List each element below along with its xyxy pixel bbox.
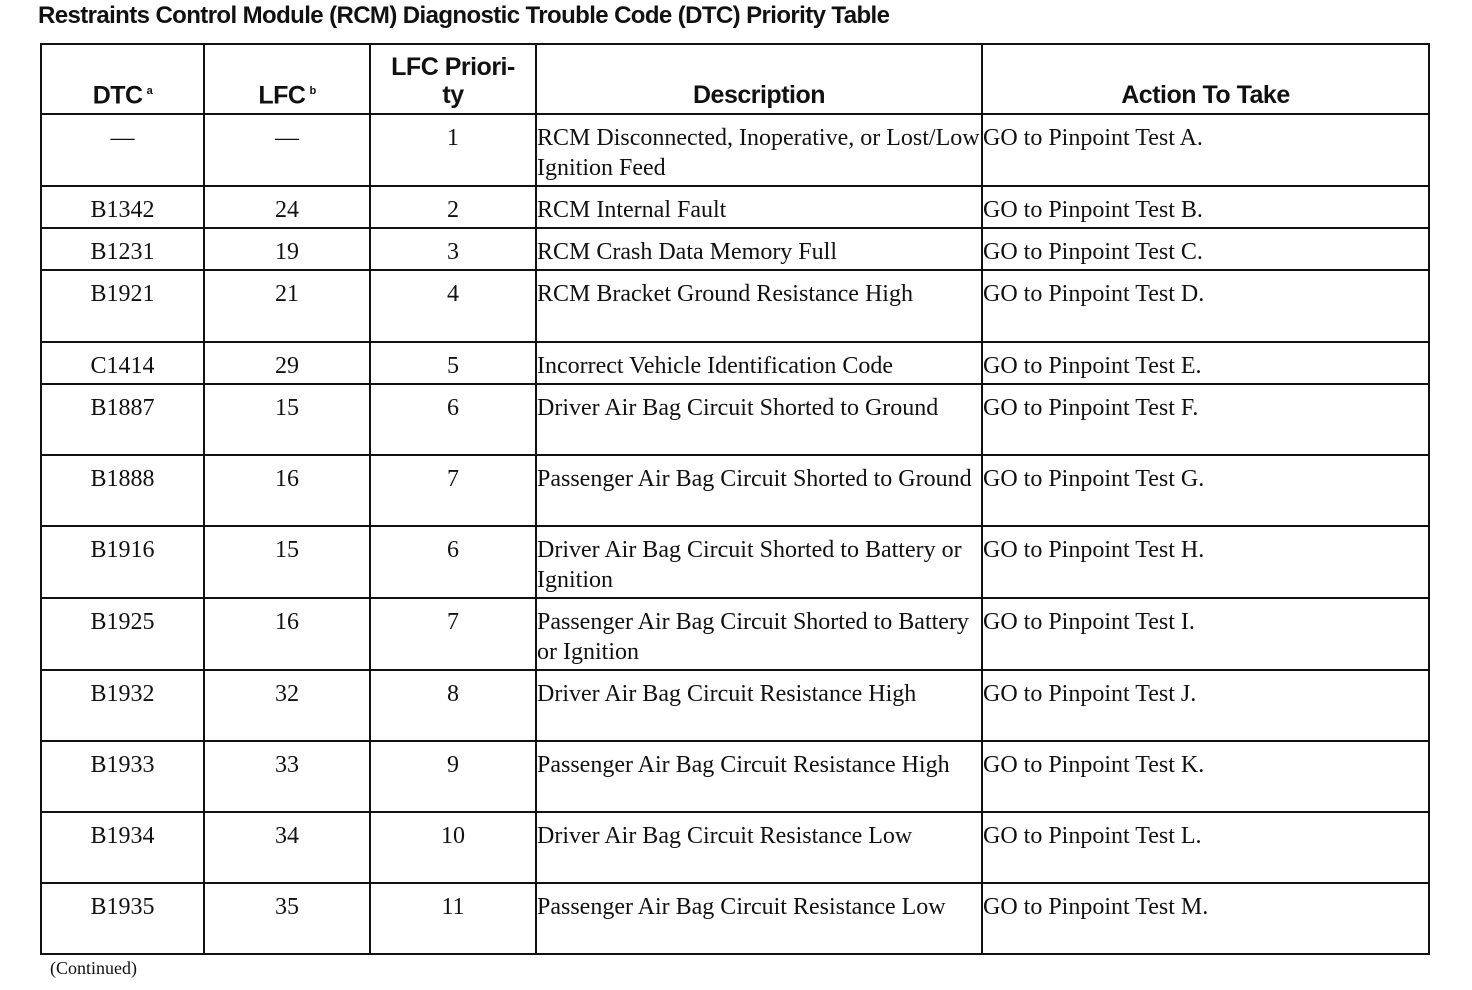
table-row: [41, 342, 1429, 384]
header-priority-line2: ty: [442, 81, 464, 109]
lfc-cell: 19: [204, 228, 370, 270]
table-row: [41, 186, 1429, 228]
priority-cell: 5: [370, 342, 536, 384]
table-row: [41, 883, 1429, 954]
description-cell: Driver Air Bag Circuit Shorted to Ground: [536, 384, 982, 455]
dtc-cell: B1231: [41, 228, 204, 270]
table-row: [41, 455, 1429, 526]
lfc-cell: 16: [204, 455, 370, 526]
description-cell: RCM Disconnected, Inoperative, or Lost/Low Ignition Feed: [536, 114, 982, 186]
description-cell: Driver Air Bag Circuit Shorted to Battery or Ignition: [536, 526, 982, 598]
lfc-cell: 34: [204, 812, 370, 883]
table-row: [41, 384, 1429, 455]
description-cell: Driver Air Bag Circuit Resistance High: [536, 670, 982, 741]
table-row: [41, 270, 1429, 342]
lfc-cell: 29: [204, 342, 370, 384]
table-row: [41, 228, 1429, 270]
lfc-cell: 32: [204, 670, 370, 741]
action-cell: GO to Pinpoint Test D.: [982, 270, 1429, 342]
action-cell: GO to Pinpoint Test F.: [982, 384, 1429, 455]
description-cell: Passenger Air Bag Circuit Shorted to Ground: [536, 455, 982, 526]
lfc-cell: 24: [204, 186, 370, 228]
continued-note: (Continued): [50, 958, 137, 978]
priority-cell: 6: [370, 526, 536, 598]
table-row: [41, 114, 1429, 186]
dtc-cell: B1888: [41, 455, 204, 526]
lfc-cell: 35: [204, 883, 370, 954]
action-cell: GO to Pinpoint Test B.: [982, 186, 1429, 228]
dtc-cell: B1932: [41, 670, 204, 741]
priority-cell: 11: [370, 883, 536, 954]
dtc-cell: —: [41, 114, 204, 186]
header-priority-line1: LFC Priori-: [391, 53, 515, 81]
table-row: [41, 598, 1429, 670]
header-lfc-label: LFC: [258, 81, 306, 109]
dtc-cell: B1925: [41, 598, 204, 670]
priority-cell: 2: [370, 186, 536, 228]
table-row: [41, 741, 1429, 812]
table-header-row: [41, 44, 1429, 114]
description-cell: RCM Bracket Ground Resistance High: [536, 270, 982, 342]
description-cell: Passenger Air Bag Circuit Resistance Low: [536, 883, 982, 954]
action-cell: GO to Pinpoint Test L.: [982, 812, 1429, 883]
priority-cell: 7: [370, 598, 536, 670]
description-cell: RCM Internal Fault: [536, 186, 982, 228]
lfc-cell: 33: [204, 741, 370, 812]
priority-cell: 10: [370, 812, 536, 883]
priority-cell: 4: [370, 270, 536, 342]
column-header-lfc-priority: [370, 44, 536, 114]
description-cell: RCM Crash Data Memory Full: [536, 228, 982, 270]
table-body: [41, 114, 1429, 954]
footnote-marker-a: a: [146, 84, 153, 97]
header-dtc-label: DTC: [92, 81, 143, 109]
footnote-marker-b: b: [309, 84, 316, 97]
action-cell: GO to Pinpoint Test G.: [982, 455, 1429, 526]
dtc-cell: B1934: [41, 812, 204, 883]
description-cell: Incorrect Vehicle Identification Code: [536, 342, 982, 384]
lfc-cell: —: [204, 114, 370, 186]
priority-cell: 7: [370, 455, 536, 526]
priority-cell: 1: [370, 114, 536, 186]
lfc-cell: 21: [204, 270, 370, 342]
action-cell: GO to Pinpoint Test I.: [982, 598, 1429, 670]
action-cell: GO to Pinpoint Test E.: [982, 342, 1429, 384]
table-row: [41, 670, 1429, 741]
description-cell: Passenger Air Bag Circuit Resistance High: [536, 741, 982, 812]
priority-cell: 8: [370, 670, 536, 741]
lfc-cell: 16: [204, 598, 370, 670]
action-cell: GO to Pinpoint Test H.: [982, 526, 1429, 598]
dtc-priority-table: [40, 43, 1430, 955]
dtc-cell: B1342: [41, 186, 204, 228]
action-cell: GO to Pinpoint Test C.: [982, 228, 1429, 270]
action-cell: GO to Pinpoint Test A.: [982, 114, 1429, 186]
table-row: [41, 812, 1429, 883]
priority-cell: 3: [370, 228, 536, 270]
action-cell: GO to Pinpoint Test J.: [982, 670, 1429, 741]
lfc-cell: 15: [204, 384, 370, 455]
column-header-action: Action To Take: [982, 44, 1429, 114]
action-cell: GO to Pinpoint Test K.: [982, 741, 1429, 812]
page-title: Restraints Control Module (RCM) Diagnostic Trouble Code (DTC) Priority Table: [38, 2, 890, 29]
dtc-cell: B1921: [41, 270, 204, 342]
dtc-cell: B1916: [41, 526, 204, 598]
dtc-cell: C1414: [41, 342, 204, 384]
dtc-cell: B1935: [41, 883, 204, 954]
action-cell: GO to Pinpoint Test M.: [982, 883, 1429, 954]
column-header-description: Description: [536, 44, 982, 114]
dtc-cell: B1887: [41, 384, 204, 455]
description-cell: Passenger Air Bag Circuit Shorted to Battery or Ignition: [536, 598, 982, 670]
table-row: [41, 526, 1429, 598]
column-header-lfc: [204, 44, 370, 114]
lfc-cell: 15: [204, 526, 370, 598]
priority-cell: 9: [370, 741, 536, 812]
dtc-cell: B1933: [41, 741, 204, 812]
description-cell: Driver Air Bag Circuit Resistance Low: [536, 812, 982, 883]
column-header-dtc: [41, 44, 204, 114]
priority-cell: 6: [370, 384, 536, 455]
